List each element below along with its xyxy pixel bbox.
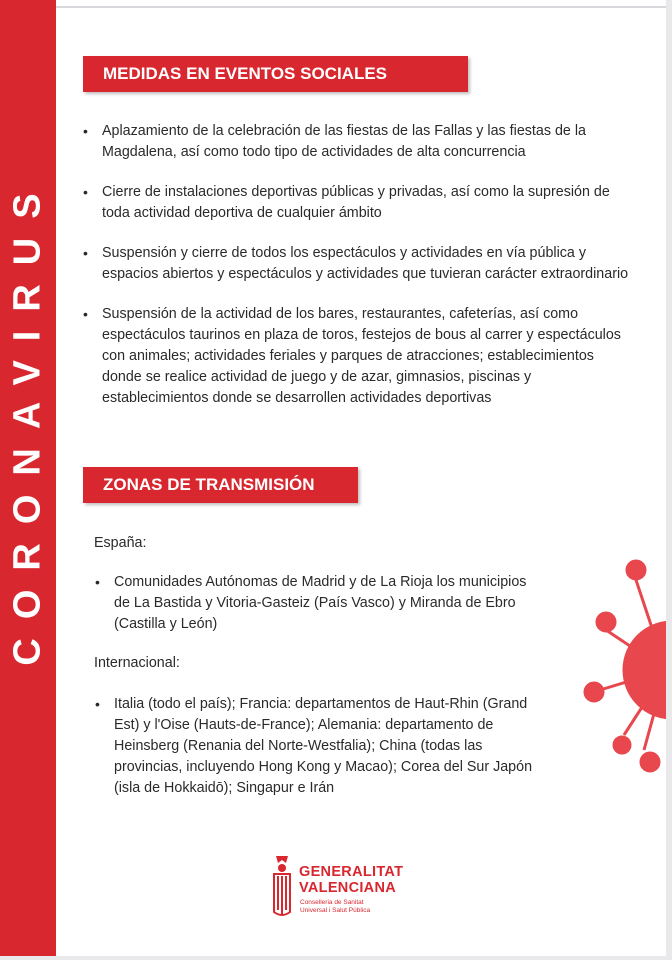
logo-name: GENERALITAT VALENCIANA — [299, 864, 404, 896]
international-zones-list — [92, 694, 542, 799]
spain-zones-list — [92, 572, 532, 635]
bullet-dot-icon: • — [83, 184, 88, 200]
side-banner-title: CORONAVIRUS — [6, 174, 49, 666]
generalitat-logo-icon — [270, 854, 294, 918]
generalitat-logo — [270, 854, 430, 924]
virus-icon — [560, 540, 666, 800]
logo-subtitle: Conselleria de Sanitat Universal i Salut Pública — [300, 899, 371, 914]
top-divider — [56, 6, 666, 8]
list-item: • Suspensión de la actividad de los bares, restaurantes, cafeterías, así como espectáculos taurinos en plaza de toros, festejos de bous al carrer y espectáculos con animales; actividades feriales y parques de atracciones; establecimientos donde se realice actividad de juego y de azar, gimnasios, piscinas y establecimientos donde se desarrollen actividades deportivas — [83, 306, 621, 406]
bullet-dot-icon: • — [83, 306, 88, 322]
side-banner — [0, 0, 56, 956]
list-item: • Italia (todo el país); Francia: departamentos de Haut-Rhin (Grand Est) y l'Oise (Hauts-de-France); Alemania: departamento de Heinsberg (Renania del Norte-Westfalia); China (todas las provincias, incluyendo Hong Kong y Macao); Corea del Sur Japón (isla de Hokkaidō); Singapur e Irán — [95, 696, 533, 796]
list-item: • Aplazamiento de la celebración de las fiestas de las Fallas y las fiestas de la Magdalena, así como todo tipo de actividades de alta concurrencia — [83, 123, 586, 160]
list-item: • Cierre de instalaciones deportivas públicas y privadas, así como la supresión de toda actividad deportiva de cualquier ámbito — [83, 184, 610, 221]
bullet-dot-icon: • — [83, 123, 88, 139]
section-title-transmission-zones: ZONAS DE TRANSMISIÓN — [83, 467, 358, 503]
bullet-dot-icon: • — [95, 574, 100, 590]
social-measures-list — [80, 121, 630, 428]
list-item: • Comunidades Autónomas de Madrid y de La Rioja los municipios de La Bastida y Vitoria-Gasteiz (País Vasco) y Miranda de Ebro (Castilla y León) — [95, 574, 527, 632]
section-title-social-events: MEDIDAS EN EVENTOS SOCIALES — [83, 56, 468, 92]
list-item: • Suspensión y cierre de todos los espectáculos y actividades en vía pública y espacios abiertos y espectáculos y actividades que tuvieran carácter extraordinario — [83, 245, 629, 282]
spain-label: España: — [94, 535, 147, 551]
bullet-dot-icon: • — [83, 245, 88, 261]
international-label: Internacional: — [94, 655, 180, 671]
bullet-dot-icon: • — [95, 696, 100, 712]
